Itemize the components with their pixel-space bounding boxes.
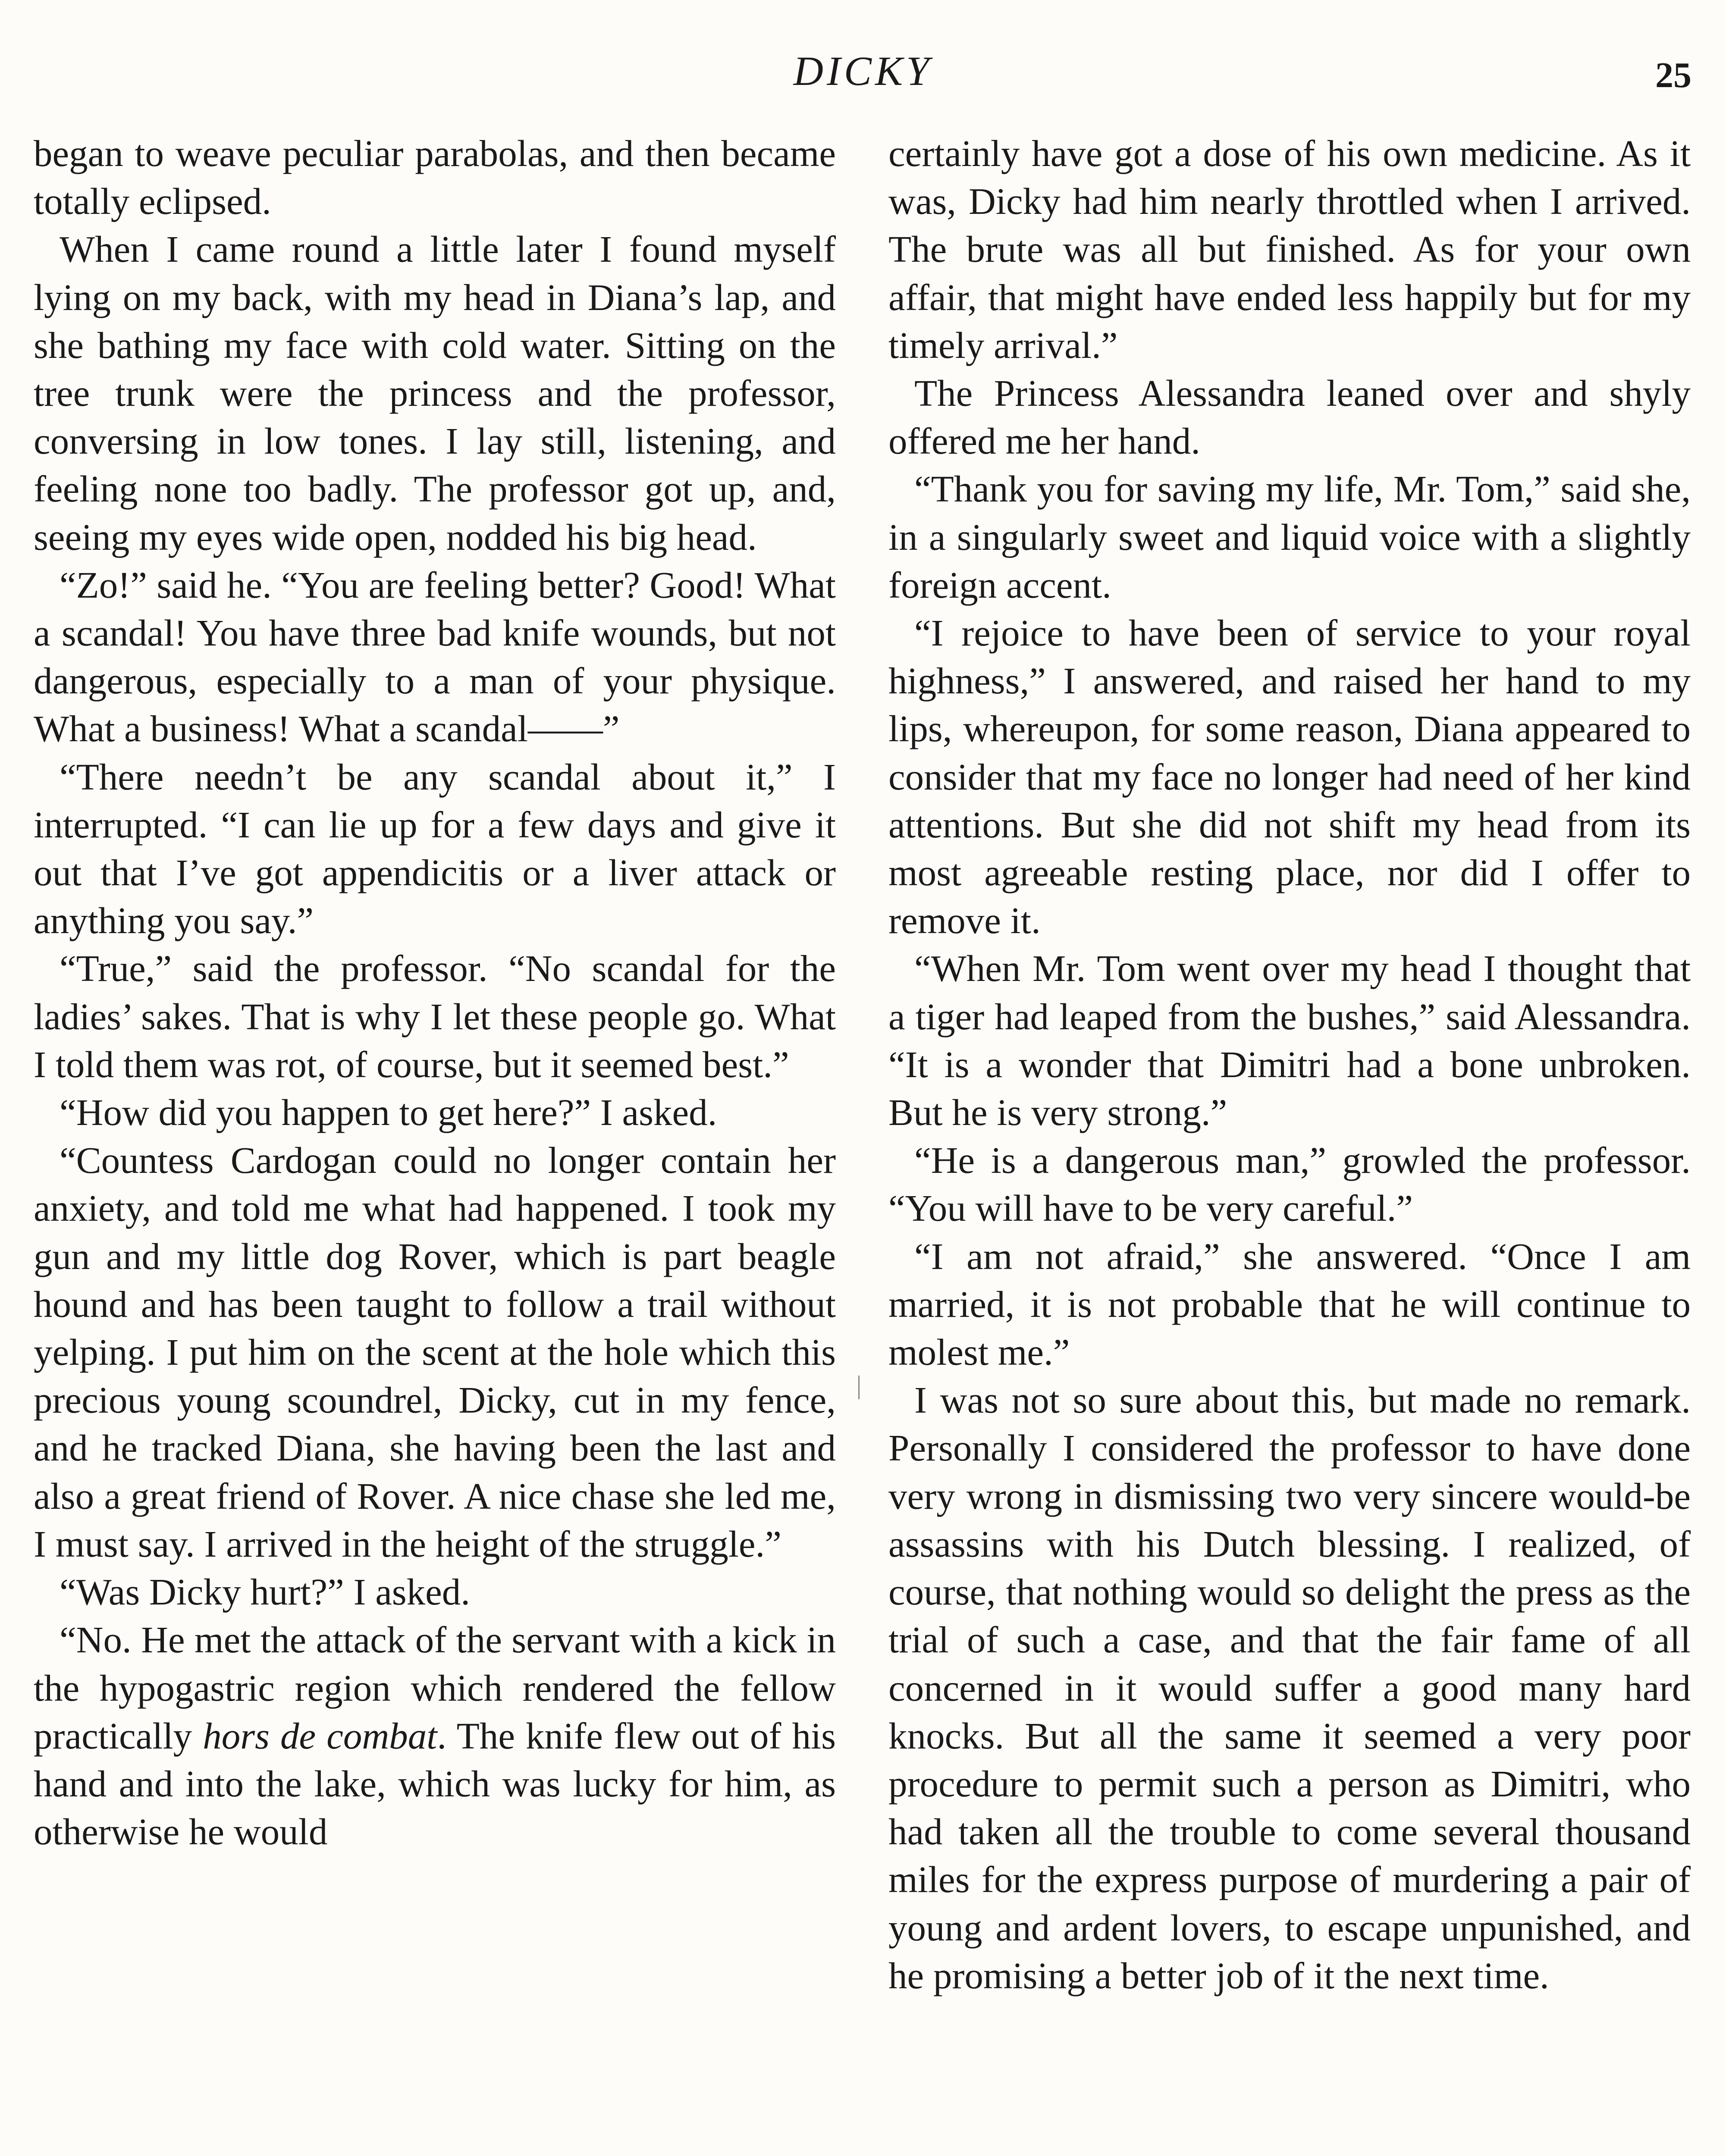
paragraph: “Thank you for saving my life, Mr. Tom,” said she, in a singularly sweet and liquid voice with a slightly foreign accent. xyxy=(888,468,1691,606)
page-header xyxy=(0,41,1726,101)
paragraph: “I rejoice to have been of service to your royal highness,” I answered, and raised her hand to my lips, whereupon, for some reason, Diana appeared to consider that my face no longer had need of her kind attentions. But she did not shift my head from its most agreeable resting place, nor did I offer to remove it. xyxy=(888,612,1691,942)
paragraph: “I am not afraid,” she answered. “Once I am married, it is not probable that he will continue to molest me.” xyxy=(888,1235,1691,1373)
paragraph: The Princess Alessandra leaned over and shyly offered me her hand. xyxy=(888,372,1691,462)
paragraph: “Countess Cardogan could no longer contain her anxiety, and told me what had happened. I took my gun and my little dog Rover, which is part beagle hound and has been taught to follow a trail without yelping. I put him on the scent at the hole which this precious young scoundrel, Dicky, cut in my fence, and he tracked Diana, she having been the last and also a great friend of Rover. A nice chase she led me, I must say. I arrived in the height of the struggle.” xyxy=(34,1139,836,1565)
paragraph: I was not so sure about this, but made no remark. Personally I considered the professor to have done very wrong in dismissing two very sincere would-be assassins with his Dutch blessing. I realized, of course, that nothing would so delight the press as the trial of such a case, and that the fair fame of all concerned in it would suffer a good many hard knocks. But all the same it seemed a very poor procedure to permit such a person as Dimitri, who had taken all the trouble to come several thousand miles for the express purpose of murdering a pair of young and ardent lovers, to escape unpunished, and he promising a better job of it the next time. xyxy=(888,1379,1691,1996)
italic-phrase: hors de combat xyxy=(203,1714,437,1757)
column-divider xyxy=(858,1376,860,1399)
right-column xyxy=(888,129,1691,1999)
paragraph: “How did you happen to get here?” I asked. xyxy=(60,1091,717,1134)
paragraph: “True,” said the professor. “No scandal for the ladies’ sakes. That is why I let these people go. What I told them was rot, of course, but it seemed best.” xyxy=(34,947,836,1085)
paragraph: began to weave peculiar parabolas, and then became totally eclipsed. xyxy=(34,132,836,222)
paragraph: “He is a dangerous man,” growled the professor. “You will have to be very careful.” xyxy=(888,1139,1691,1229)
paragraph: certainly have got a dose of his own medicine. As it was, Dicky had him nearly throttled when I arrived. The brute was all but finished. As for your own affair, that might have ended less happily but for my timely arrival.” xyxy=(888,132,1691,366)
paragraph-text: “No. He met the attack of the servant with a kick in the hypogastric region which rendered the fellow practically xyxy=(34,1619,836,1757)
paragraph: When I came round a little later I found myself lying on my back, with my head in Diana’s lap, and she bathing my face with cold water. Sitting on the tree trunk were the princess and the professor, conversing in low tones. I lay still, listening, and feeling none too badly. The professor got up, and, seeing my eyes wide open, nodded his big head. xyxy=(34,228,836,558)
paragraph: “When Mr. Tom went over my head I thought that a tiger had leaped from the bushes,” said Alessandra. “It is a wonder that Dimitri had a bone unbroken. But he is very strong.” xyxy=(888,947,1691,1134)
paragraph xyxy=(34,1616,836,1855)
paragraph: “Zo!” said he. “You are feeling better? Good! What a scandal! You have three bad knife wounds, but not dangerous, especially to a man of your physique. What a business! What a scandal——” xyxy=(34,564,836,750)
paragraph: “Was Dicky hurt?” I asked. xyxy=(60,1571,471,1613)
paragraph: “There needn’t be any scandal about it,” I interrupted. “I can lie up for a few days and give it out that I’ve got appendicitis or a liver attack or anything you say.” xyxy=(34,755,836,942)
left-column xyxy=(34,129,836,1855)
paragraph-text: . The knife flew out of his hand and into the lake, which was lucky for him, as otherwise he would xyxy=(34,1714,836,1853)
page-number: 25 xyxy=(1655,55,1691,95)
running-title: DICKY xyxy=(793,48,933,94)
